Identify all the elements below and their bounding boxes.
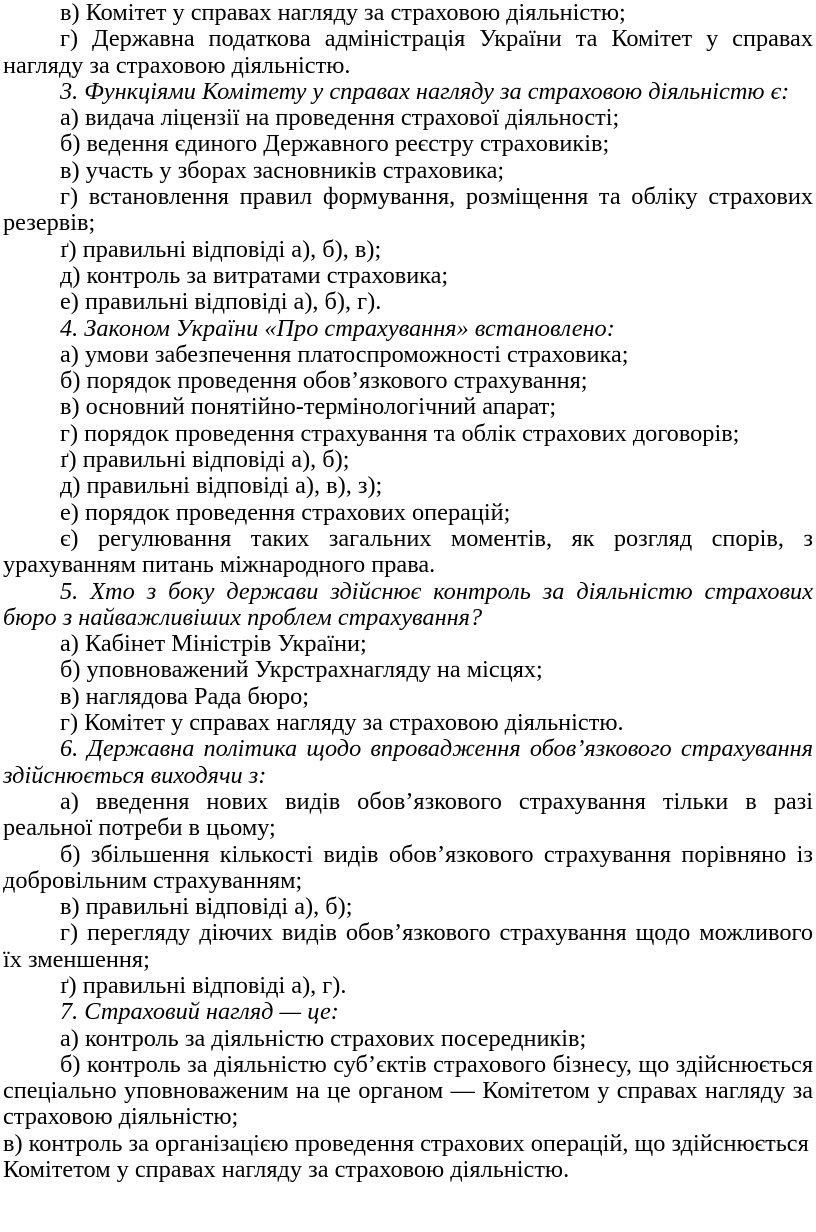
answer-option: а) введення нових видів обов’язкового страхування тільки в разі реальної потреби в цьому; (3, 787, 813, 842)
answer-option: а) контроль за діяльністю страхових посередників; (60, 1024, 587, 1052)
answer-option: в) контроль за організацією проведення страхових операцій, що здійснюється Комітетом у справах нагляду за страховою діяльністю. (3, 1129, 809, 1184)
answer-option: а) видача ліцензії на проведення страхової діяльності; (60, 104, 620, 132)
question-4: 4. Законом України «Про страхування» встановлено: (60, 314, 615, 342)
answer-option: е) порядок проведення страхових операцій; (60, 498, 511, 526)
answer-option: а) умови забезпечення платоспроможності страховика; (60, 340, 629, 368)
answer-option: д) правильні відповіді а), в), з); (60, 472, 383, 500)
answer-option: в) наглядова Рада бюро; (60, 682, 310, 710)
answer-option: є) регулювання таких загальних моментів, як розгляд спорів, з урахуванням питань міжнародного права. (3, 524, 813, 579)
question-3: 3. Функціями Комітету у справах нагляду за страховою діяльністю є: (60, 77, 790, 105)
answer-option: г) встановлення правил формування, розміщення та обліку страхових резервів; (3, 183, 813, 237)
answer-option: б) порядок проведення обов’язкового страхування; (60, 367, 588, 395)
answer-option: б) ведення єдиного Державного реєстру страховиків; (60, 130, 610, 158)
answer-option: г) Комітет у справах нагляду за страховою діяльністю. (60, 709, 624, 737)
answer-option: д) контроль за витратами страховика; (60, 261, 449, 289)
answer-option: б) контроль за діяльністю суб’єктів страхового бізнесу, що здійснюється спеціально уповноваженим на це органом — Комітетом у справах нагляду за страховою діяльністю; (3, 1050, 813, 1131)
answer-option: а) Кабінет Міністрів України; (60, 630, 367, 658)
answer-option: б) збільшення кількості видів обов’язкового страхування порівняно із добровільним страхуванням; (3, 840, 813, 894)
answer-option: г) Державна податкова адміністрація України та Комітет у справах нагляду за страховою діяльністю. (3, 25, 813, 79)
answer-option: ґ) правильні відповіді а), г). (60, 971, 347, 999)
answer-option: в) правильні відповіді а), б); (60, 893, 353, 921)
answer-option: ґ) правильні відповіді а), б); (60, 446, 350, 474)
answer-option: г) перегляду діючих видів обов’язкового страхування щодо можливого їх зменшення; (3, 919, 813, 973)
answer-option: б) уповноважений Укрстрахнагляду на місцях; (60, 656, 543, 684)
answer-option: в) основний понятійно-термінологічний апарат; (60, 393, 557, 421)
answer-option: е) правильні відповіді а), б), г). (60, 288, 382, 316)
question-6: 6. Державна політика щодо впровадження обов’язкового страхування здійснюється виходячи з: (3, 735, 813, 789)
question-7: 7. Страховий нагляд — це: (60, 998, 339, 1026)
answer-option: г) порядок проведення страхування та облік страхових договорів; (60, 419, 740, 447)
answer-option: в) Комітет у справах нагляду за страховою діяльністю; (60, 0, 626, 26)
answer-option: в) участь у зборах засновників страховика; (60, 156, 505, 184)
answer-option: ґ) правильні відповіді а), б), в); (60, 235, 382, 263)
question-5: 5. Хто з боку держави здійснює контроль за діяльністю страхових бюро з найважливіших проблем страхування? (3, 577, 813, 631)
